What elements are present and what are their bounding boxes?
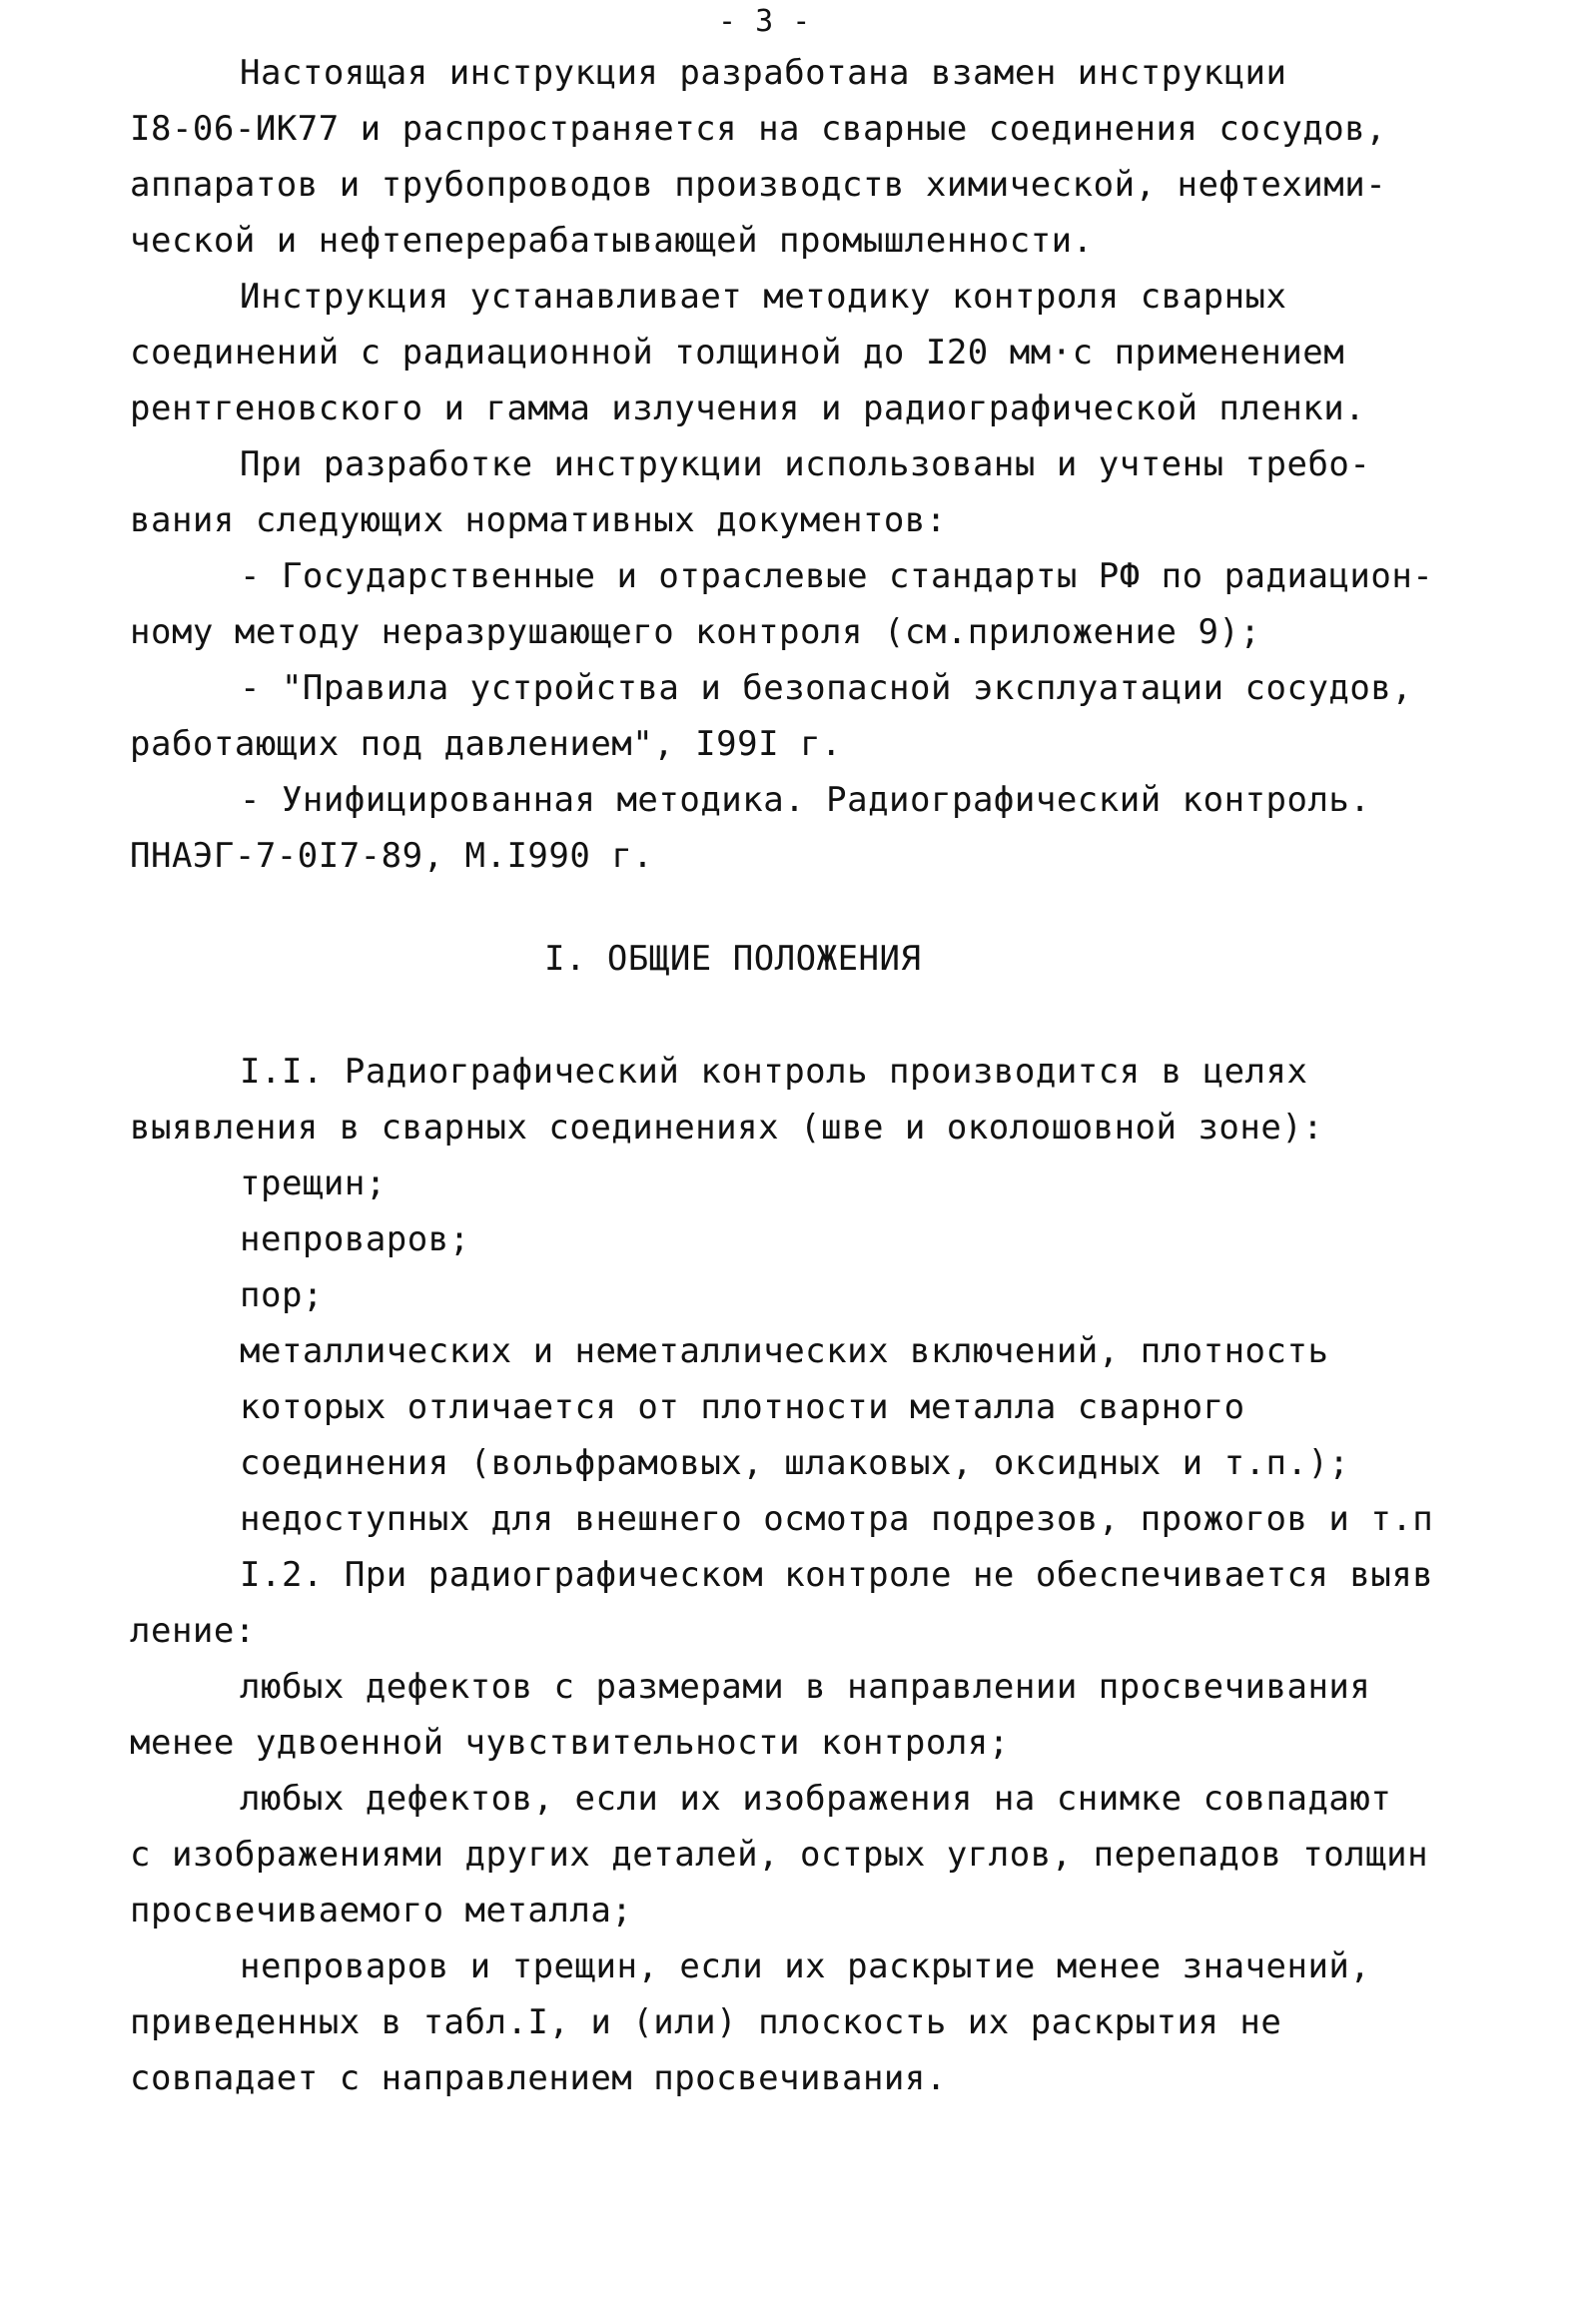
list-item: соединения (вольфрамовых, шлаковых, оксидных и т.п.); (240, 1443, 1350, 1483)
intro-line: ному методу неразрушающего контроля (см.приложение 9); (130, 612, 1261, 652)
intro-line: - Унифицированная методика. Радиографический контроль. (240, 780, 1371, 820)
section-line: менее удвоенной чувствительности контроля; (130, 1723, 1010, 1763)
intro-line: вания следующих нормативных документов: (130, 500, 947, 540)
intro-line: При разработке инструкции использованы и учтены требо- (240, 444, 1371, 484)
intro-line: рентгеновского и гамма излучения и радиографической пленки. (130, 388, 1366, 428)
intro-line: I8-06-ИК77 и распространяется на сварные соединения сосудов, (130, 109, 1387, 149)
intro-line: - Государственные и отраслевые стандарты РФ по радиацион- (240, 556, 1434, 596)
section-line: с изображениями других деталей, острых углов, перепадов толщин (130, 1835, 1429, 1875)
list-item: непроваров и трещин, если их раскрытие менее значений, (240, 1946, 1371, 1986)
page-number: - 3 - (718, 4, 811, 39)
list-item: недоступных для внешнего осмотра подрезов, прожогов и т.п (240, 1499, 1434, 1539)
section-line: I.2. При радиографическом контроле не обеспечивается выяв (240, 1555, 1434, 1595)
intro-line: ческой и нефтеперерабатывающей промышленности. (130, 221, 1094, 261)
list-item: металлических и неметаллических включений, плотность (240, 1331, 1329, 1371)
intro-line: соединений с радиационной толщиной до I20 мм·с применением (130, 333, 1345, 373)
section-line: I.I. Радиографический контроль производится в целях (240, 1052, 1308, 1092)
intro-line: аппаратов и трубопроводов производств химической, нефтехими- (130, 165, 1387, 205)
section-line: ление: (130, 1611, 256, 1651)
intro-line: Инструкция устанавливает методику контроля сварных (240, 277, 1287, 317)
list-item: непроваров; (240, 1219, 470, 1259)
section-heading: I. ОБЩИЕ ПОЛОЖЕНИЯ (544, 939, 922, 979)
section-line: просвечиваемого металла; (130, 1891, 633, 1931)
intro-line: работающих под давлением", I99I г. (130, 724, 842, 764)
section-line: совпадает с направлением просвечивания. (130, 2058, 947, 2098)
section-line: выявления в сварных соединениях (шве и околошовной зоне): (130, 1108, 1324, 1148)
list-item: любых дефектов с размерами в направлении просвечивания (240, 1667, 1371, 1707)
intro-line: - "Правила устройства и безопасной эксплуатации сосудов, (240, 668, 1413, 708)
intro-line: ПНАЭГ-7-0I7-89, М.I990 г. (130, 836, 654, 876)
list-item: трещин; (240, 1163, 387, 1203)
list-item: которых отличается от плотности металла сварного (240, 1387, 1245, 1427)
section-line: приведенных в табл.I, и (или) плоскость их раскрытия не (130, 2002, 1282, 2042)
intro-line: Настоящая инструкция разработана взамен инструкции (240, 53, 1287, 93)
list-item: любых дефектов, если их изображения на снимке совпадают (240, 1779, 1392, 1819)
list-item: пор; (240, 1275, 324, 1315)
